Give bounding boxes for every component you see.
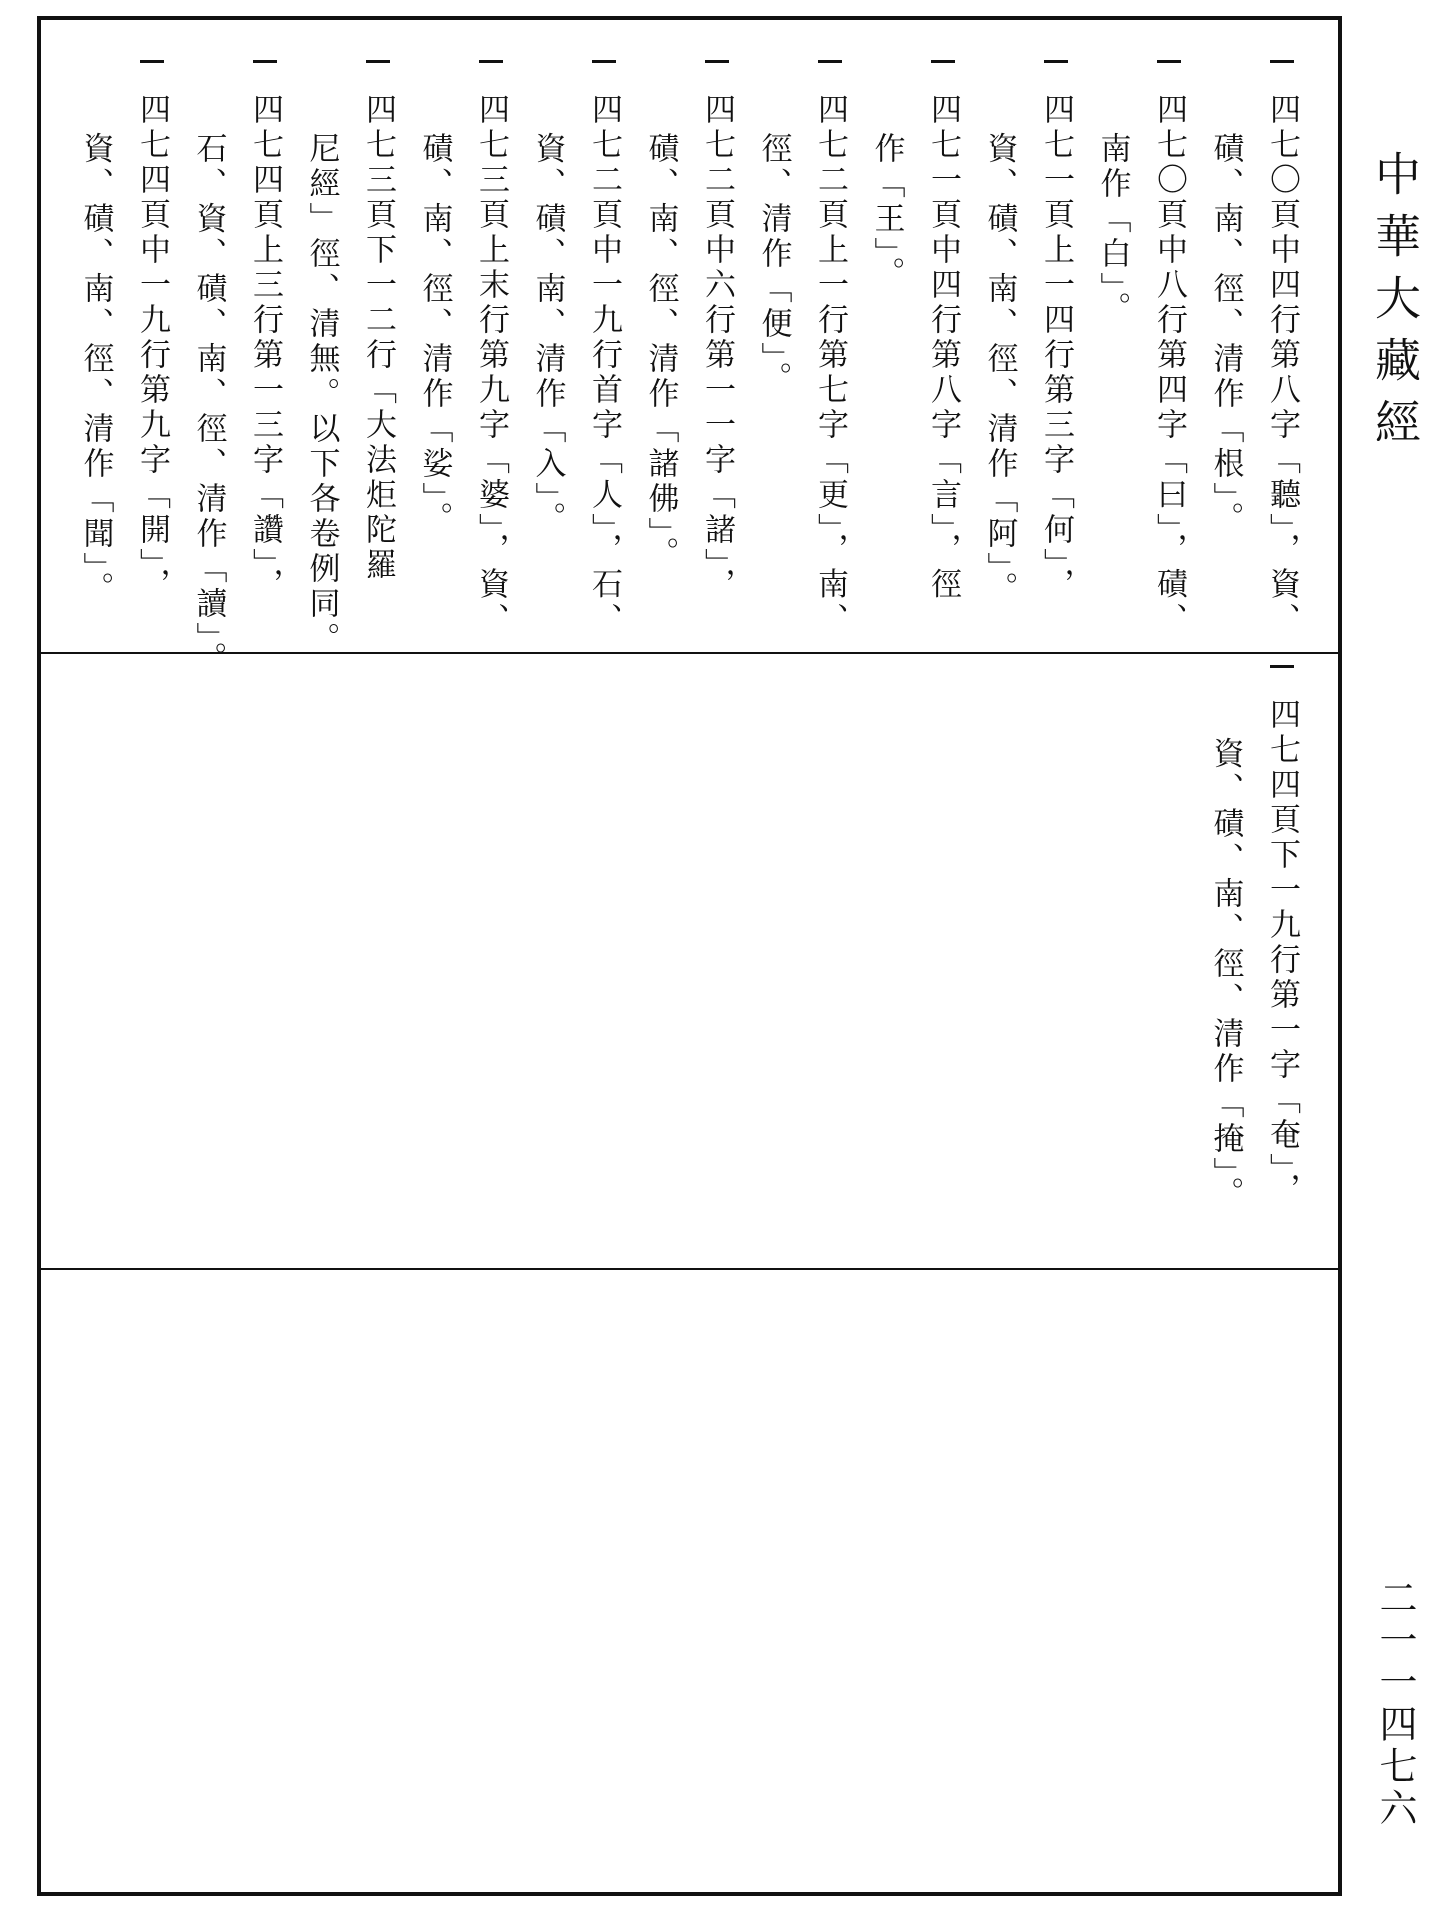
note-text: 四七一頁上一四行第三字「何」， — [1038, 93, 1074, 603]
note-continuation-column — [641, 60, 681, 660]
note-text: 磧、南、徑、清作「諸佛」。 — [642, 132, 679, 572]
note-text: 四七二頁中一九行首字「人」，石、 — [586, 93, 622, 638]
note-continuation-column — [980, 60, 1020, 660]
note-text: 磧、南、徑、清作「根」。 — [1207, 132, 1244, 537]
note-continuation-column — [76, 60, 116, 660]
note-bullet — [1044, 60, 1068, 63]
note-text: 尼經」徑、清無。以下各卷例同。 — [303, 132, 340, 657]
note-text: 資、磧、南、徑、清作「阿」。 — [981, 132, 1018, 607]
note-text: 南作「白」。 — [1094, 132, 1131, 327]
note-bullet — [1270, 60, 1294, 63]
note-column — [1262, 60, 1302, 660]
note-column — [810, 60, 850, 660]
note-bullet — [366, 60, 390, 63]
note-column — [584, 60, 624, 660]
note-bullet — [705, 60, 729, 63]
note-column — [132, 60, 172, 660]
note-bullet — [253, 60, 277, 63]
section-divider-upper — [37, 652, 1342, 654]
note-column — [471, 60, 511, 660]
book-title: 中華大藏經 — [1368, 150, 1422, 460]
note-text: 四七二頁上一行第七字「更」，南、 — [812, 93, 848, 638]
note-text: 四七〇頁中四行第八字「聽」，資、 — [1264, 93, 1300, 638]
note-bullet — [1270, 665, 1294, 668]
page-number: 二一一四七六 — [1373, 1578, 1417, 1830]
note-text: 四七三頁下一二行「大法炬陀羅 — [360, 93, 396, 583]
note-continuation-column — [1093, 60, 1133, 660]
note-continuation-column — [1206, 665, 1246, 1265]
note-text: 四七二頁中六行第一一字「諸」， — [699, 93, 735, 603]
note-bullet — [592, 60, 616, 63]
note-bullet — [1157, 60, 1181, 63]
note-column — [1036, 60, 1076, 660]
note-continuation-column — [754, 60, 794, 660]
note-text: 四七一頁中四行第八字「言」，徑 — [925, 93, 961, 603]
note-text: 資、磧、南、徑、清作「聞」。 — [77, 132, 114, 607]
note-column — [358, 60, 398, 660]
note-column — [245, 60, 285, 660]
page-frame — [37, 16, 1342, 1896]
note-text: 四七三頁上末行第九字「婆」，資、 — [473, 93, 509, 638]
note-bullet — [479, 60, 503, 63]
note-column — [697, 60, 737, 660]
note-text: 資、磧、南、清作「入」。 — [529, 132, 566, 537]
note-continuation-column — [528, 60, 568, 660]
note-continuation-column — [415, 60, 455, 660]
note-column — [1262, 665, 1302, 1265]
note-text: 四七〇頁中八行第四字「曰」，磧、 — [1151, 93, 1187, 638]
note-column — [1149, 60, 1189, 660]
note-continuation-column — [867, 60, 907, 660]
note-continuation-column — [302, 60, 342, 660]
note-bullet — [818, 60, 842, 63]
note-text: 作「王」。 — [868, 132, 905, 292]
note-text: 石、資、磧、南、徑、清作「讀」。 — [190, 132, 227, 677]
note-bullet — [140, 60, 164, 63]
note-text: 四七四頁下一九行第一字「奄」， — [1264, 698, 1300, 1208]
note-continuation-column — [189, 60, 229, 677]
note-text: 資、磧、南、徑、清作「掩」。 — [1207, 737, 1244, 1212]
note-text: 徑、清作「便」。 — [755, 132, 792, 397]
note-column — [923, 60, 963, 660]
note-text: 四七四頁中一九行第九字「開」， — [134, 93, 170, 603]
note-text: 磧、南、徑、清作「娑」。 — [416, 132, 453, 537]
note-continuation-column — [1206, 60, 1246, 660]
note-bullet — [931, 60, 955, 63]
section-divider-lower — [37, 1268, 1342, 1270]
note-text: 四七四頁上三行第一三字「讚」， — [247, 93, 283, 603]
